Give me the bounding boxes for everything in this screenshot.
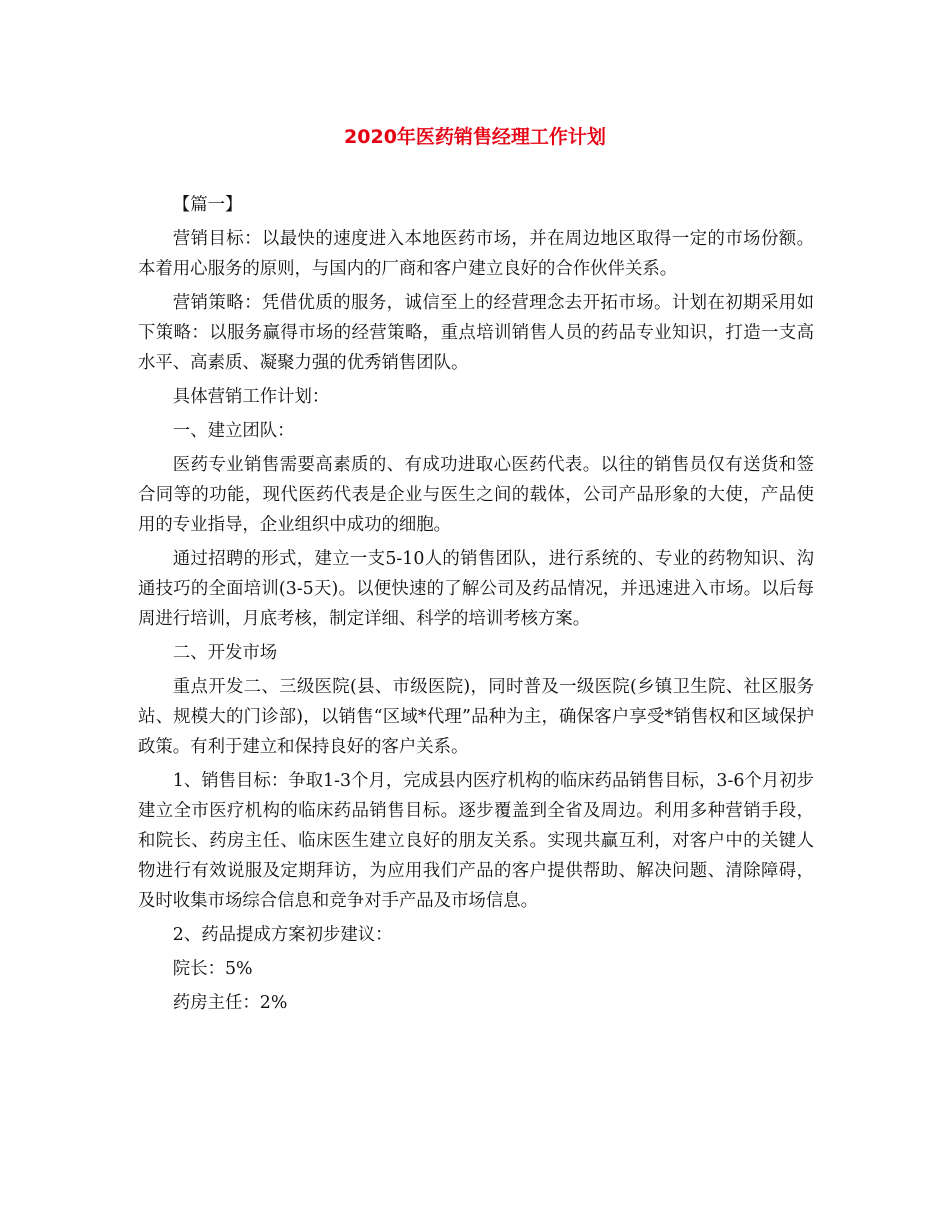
paragraph-commission-heading: 2、药品提成方案初步建议： [172, 925, 393, 945]
section-heading: 【篇一】 [172, 195, 243, 215]
document-title: 2020年医药销售经理工作计划 [344, 126, 606, 148]
paragraph-market-heading: 二、开发市场 [172, 643, 278, 663]
paragraph-market-desc: 重点开发二、三级医院(县、市级医院)，同时普及一级医院(乡镇卫生院、社区服务站、规模大的门诊部)，以销售“区域*代理”品种为主，确保客户享受*销售权和区域保护政策。有利于建立和保持良好的客户关系。 [138, 677, 814, 757]
paragraph-plan-heading: 具体营销工作计划： [172, 387, 330, 407]
paragraph-sales-target: 1、销售目标：争取1-3个月，完成县内医疗机构的临床药品销售目标，3-6个月初步建立全市医疗机构的临床药品销售目标。逐步覆盖到全省及周边。利用多种营销手段，和院长、药房主任、临床医生建立良好的朋友关系。实现共赢互利，对客户中的关键人物进行有效说服及定期拜访，为应用我们产品的客户提供帮助、解决问题、清除障碍，及时收集市场综合信息和竞争对手产品及市场信息。 [138, 771, 814, 911]
paragraph-marketing-strategy: 营销策略：凭借优质的服务，诚信至上的经营理念去开拓市场。计划在初期采用如下策略：以服务赢得市场的经营策略，重点培训销售人员的药品专业知识，打造一支高水平、高素质、凝聚力强的优秀销售团队。 [138, 293, 814, 373]
paragraph-recruit: 通过招聘的形式，建立一支5-10人的销售团队，进行系统的、专业的药物知识、沟通技巧的全面培训(3-5天)。以便快速的了解公司及药品情况，并迅速进入市场。以后每周进行培训，月底考核，制定详细、科学的培训考核方案。 [138, 549, 814, 629]
paragraph-commission-pharmacy: 药房主任：2% [172, 993, 288, 1013]
document-body [138, 190, 814, 1022]
paragraph-marketing-goal: 营销目标：以最快的速度进入本地医药市场，并在周边地区取得一定的市场份额。本着用心服务的原则，与国内的厂商和客户建立良好的合作伙伴关系。 [138, 229, 814, 279]
paragraph-team-heading: 一、建立团队： [172, 421, 295, 441]
paragraph-commission-director: 院长：5% [172, 959, 253, 979]
paragraph-team-desc: 医药专业销售需要高素质的、有成功进取心医药代表。以往的销售员仅有送货和签合同等的功能，现代医药代表是企业与医生之间的载体，公司产品形象的大使，产品使用的专业指导，企业组织中成功的细胞。 [138, 455, 814, 535]
